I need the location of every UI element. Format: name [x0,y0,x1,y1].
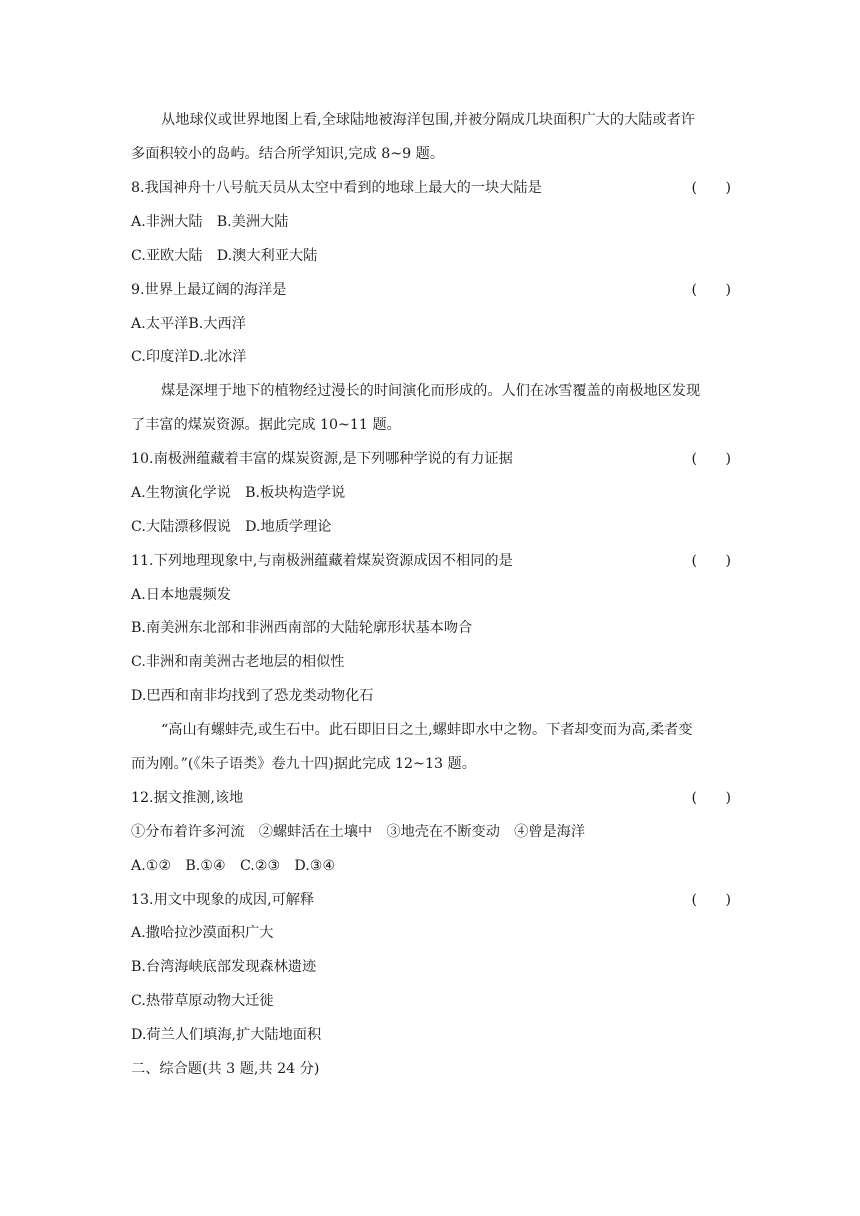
question-10-options-1: A.生物演化学说 B.板块构造学说 [131,485,346,501]
question-9-stem: 9.世界上最辽阔的海洋是 [131,282,287,298]
passage-2-line-2: 了丰富的煤炭资源。据此完成 10~11 题。 [131,417,401,433]
question-9-answer-bracket: ( ) [691,282,731,298]
passage-3-line-1: “高山有螺蚌壳,或生石中。此石即旧日之土,螺蚌即水中之物。下者却变而为高,柔者变 [161,722,693,738]
passage-3-line-2: 而为刚。”(《朱子语类》卷九十四)据此完成 12~13 题。 [131,756,476,772]
question-12 [131,786,731,810]
question-11-option-d: D.巴西和南非均找到了恐龙类动物化石 [131,688,374,704]
question-12-statements: ①分布着许多河流 ②螺蚌活在土壤中 ③地壳在不断变动 ④曾是海洋 [131,824,586,840]
question-13-option-d: D.荷兰人们填海,扩大陆地面积 [131,1027,322,1043]
question-8-stem: 8.我国神舟十八号航天员从太空中看到的地球上最大的一块大陆是 [131,180,542,196]
question-13 [131,888,731,912]
question-10-answer-bracket: ( ) [691,451,731,467]
question-9-options-1: A.太平洋B.大西洋 [131,316,246,332]
question-12-options: A.①② B.①④ C.②③ D.③④ [131,858,336,874]
question-10-options-2: C.大陆漂移假说 D.地质学理论 [131,519,332,535]
passage-2-line-1: 煤是深埋于地下的植物经过漫长的时间演化而形成的。人们在冰雪覆盖的南极地区发现 [161,383,701,399]
section-2-title: 二、综合题(共 3 题,共 24 分) [131,1061,320,1077]
question-8-options-2: C.亚欧大陆 D.澳大利亚大陆 [131,248,318,264]
question-11-answer-bracket: ( ) [691,553,731,569]
passage-1-line-2: 多面积较小的岛屿。结合所学知识,完成 8~9 题。 [131,146,445,162]
question-8-options-1: A.非洲大陆 B.美洲大陆 [131,214,289,230]
question-10-stem: 10.南极洲蕴藏着丰富的煤炭资源,是下列哪种学说的有力证据 [131,451,513,467]
question-8 [131,176,731,200]
question-10 [131,447,731,471]
question-11 [131,549,731,573]
question-9 [131,278,731,302]
question-11-stem: 11.下列地理现象中,与南极洲蕴藏着煤炭资源成因不相同的是 [131,553,513,569]
question-12-answer-bracket: ( ) [691,790,731,806]
question-8-answer-bracket: ( ) [691,180,731,196]
question-12-stem: 12.据文推测,该地 [131,790,244,806]
question-13-option-b: B.台湾海峡底部发现森林遗迹 [131,959,317,975]
question-13-option-c: C.热带草原动物大迁徙 [131,993,274,1009]
question-13-option-a: A.撒哈拉沙漠面积广大 [131,925,274,941]
question-13-stem: 13.用文中现象的成因,可解释 [131,892,315,908]
question-9-options-2: C.印度洋D.北冰洋 [131,349,247,365]
question-11-option-b: B.南美洲东北部和非洲西南部的大陆轮廓形状基本吻合 [131,620,473,636]
exam-page [131,0,731,1216]
question-11-option-c: C.非洲和南美洲古老地层的相似性 [131,654,345,670]
passage-1-line-1: 从地球仪或世界地图上看,全球陆地被海洋包围,并被分隔成几块面积广大的大陆或者许 [161,112,695,128]
question-11-option-a: A.日本地震频发 [131,587,231,603]
question-13-answer-bracket: ( ) [691,892,731,908]
